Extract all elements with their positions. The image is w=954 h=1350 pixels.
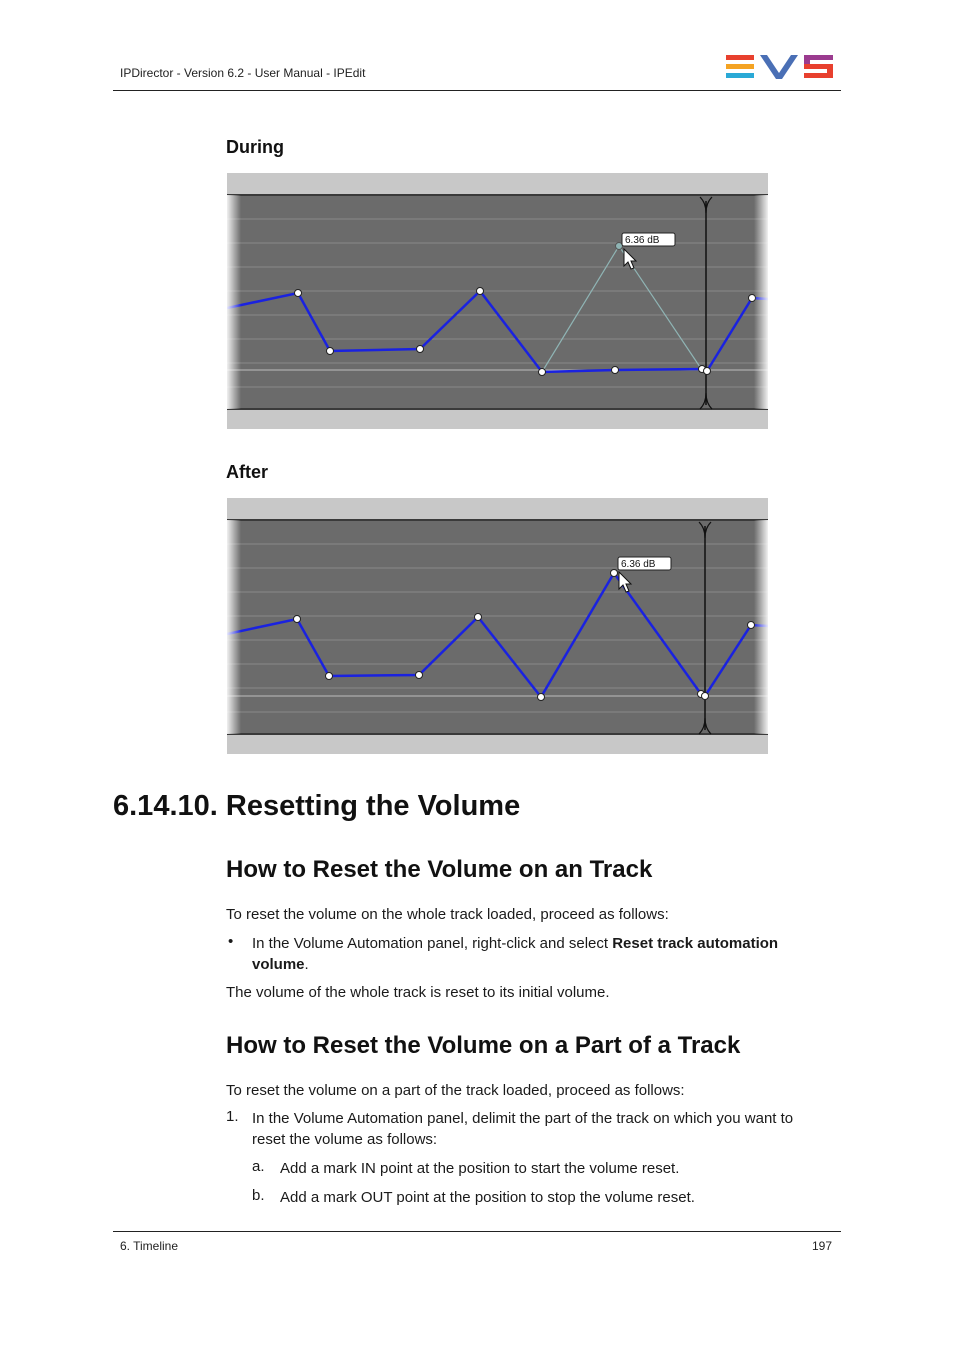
sub2-title: How to Reset the Volume on a Part of a Track bbox=[226, 1032, 741, 1059]
bullet-post: . bbox=[304, 956, 309, 973]
sub1-intro: To reset the volume on the whole track loaded, proceed as follows: bbox=[226, 906, 669, 923]
screenshot-after bbox=[227, 498, 768, 754]
tooltip-after: 6.36 dB bbox=[621, 559, 656, 570]
footer-rule bbox=[113, 1231, 841, 1232]
step-b-marker: b. bbox=[252, 1187, 265, 1204]
caption-after: After bbox=[226, 462, 269, 482]
evs-logo bbox=[726, 53, 834, 81]
sub1-bullet bbox=[252, 933, 812, 975]
bullet-pre: In the Volume Automation panel, right-click and select bbox=[252, 935, 613, 952]
sub2-intro: To reset the volume on a part of the track loaded, proceed as follows: bbox=[226, 1082, 685, 1099]
footer-chapter: 6. Timeline bbox=[120, 1239, 179, 1253]
step-a-text: Add a mark IN point at the position to start the volume reset. bbox=[280, 1160, 680, 1177]
section-title: 6.14.10. Resetting the Volume bbox=[113, 790, 521, 822]
screenshot-during bbox=[227, 173, 768, 429]
tooltip-during: 6.36 dB bbox=[625, 235, 660, 246]
step1-marker: 1. bbox=[226, 1108, 239, 1125]
sub1-title: How to Reset the Volume on an Track bbox=[226, 856, 653, 883]
step-a-marker: a. bbox=[252, 1158, 265, 1175]
header-title: IPDirector - Version 6.2 - User Manual - IPEdit bbox=[120, 66, 366, 80]
footer-page-number: 197 bbox=[812, 1239, 833, 1253]
sub1-result: The volume of the whole track is reset to its initial volume. bbox=[226, 984, 610, 1001]
caption-during: During bbox=[226, 137, 284, 157]
bullet-bold: Reset track automation volume bbox=[252, 935, 779, 973]
step1-text: In the Volume Automation panel, delimit the part of the track on which you want to reset the volume as follows: bbox=[252, 1110, 794, 1148]
bullet-marker: • bbox=[228, 933, 234, 950]
step-b-text: Add a mark OUT point at the position to stop the volume reset. bbox=[280, 1189, 695, 1206]
header-rule bbox=[113, 90, 841, 91]
